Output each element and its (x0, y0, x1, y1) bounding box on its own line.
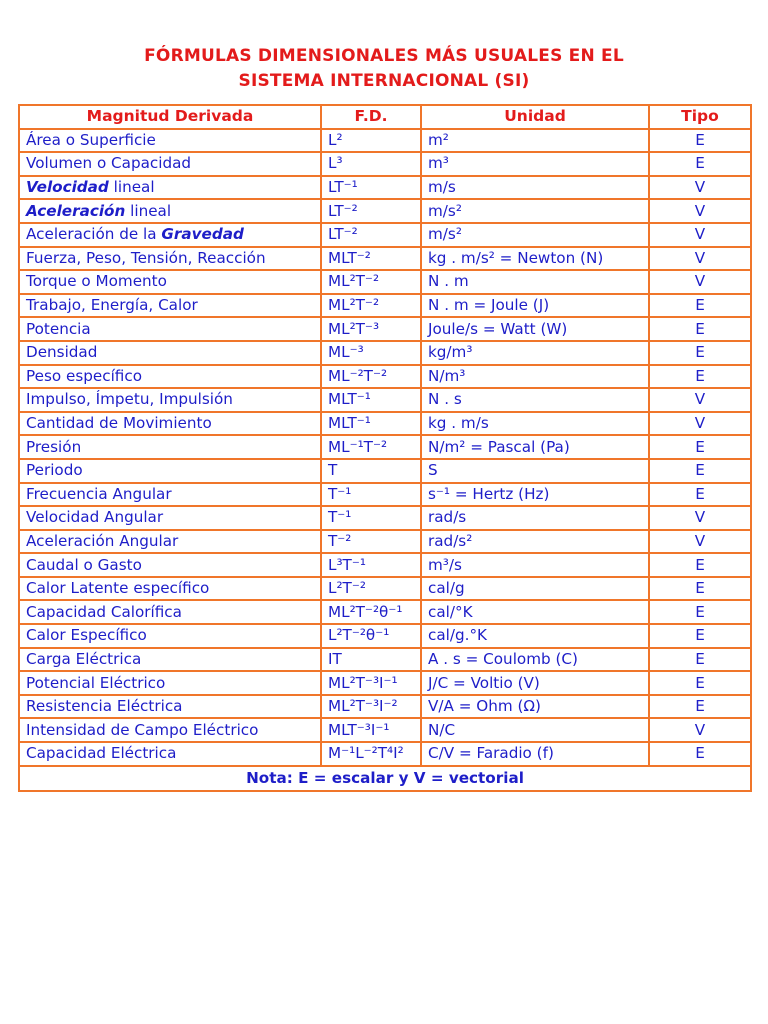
cell-fd: ML²T⁻³ (321, 317, 421, 341)
cell-unidad: N/m³ (421, 365, 649, 389)
table-row (19, 553, 751, 577)
table-row (19, 742, 751, 766)
cell-magnitud: Cantidad de Movimiento (19, 412, 321, 436)
cell-unidad: kg . m/s² = Newton (N) (421, 247, 649, 271)
header-tipo: Tipo (649, 105, 751, 129)
cell-tipo: V (649, 199, 751, 223)
cell-fd: M⁻¹L⁻²T⁴I² (321, 742, 421, 766)
cell-tipo: E (649, 317, 751, 341)
cell-fd: T⁻¹ (321, 483, 421, 507)
cell-unidad: N/m² = Pascal (Pa) (421, 435, 649, 459)
cell-fd: ML²T⁻³I⁻¹ (321, 671, 421, 695)
cell-unidad: m³ (421, 152, 649, 176)
cell-magnitud: Impulso, Ímpetu, Impulsión (19, 388, 321, 412)
cell-magnitud: Peso específico (19, 365, 321, 389)
cell-tipo: E (649, 152, 751, 176)
cell-tipo: V (649, 176, 751, 200)
cell-magnitud: Aceleración lineal (19, 199, 321, 223)
cell-fd: L³T⁻¹ (321, 553, 421, 577)
cell-magnitud: Intensidad de Campo Eléctrico (19, 718, 321, 742)
cell-fd: ML²T⁻³I⁻² (321, 695, 421, 719)
cell-unidad: cal/g.°K (421, 624, 649, 648)
table-row (19, 435, 751, 459)
table-row (19, 365, 751, 389)
cell-unidad: m³/s (421, 553, 649, 577)
cell-magnitud: Densidad (19, 341, 321, 365)
cell-fd: LT⁻² (321, 223, 421, 247)
cell-unidad: S (421, 459, 649, 483)
cell-magnitud: Calor Latente específico (19, 577, 321, 601)
cell-magnitud: Torque o Momento (19, 270, 321, 294)
cell-magnitud: Calor Específico (19, 624, 321, 648)
table-row (19, 341, 751, 365)
cell-fd: IT (321, 648, 421, 672)
cell-fd: T (321, 459, 421, 483)
cell-fd: MLT⁻¹ (321, 388, 421, 412)
cell-unidad: m² (421, 129, 649, 153)
table-row (19, 294, 751, 318)
cell-unidad: kg . m/s (421, 412, 649, 436)
cell-magnitud: Velocidad lineal (19, 176, 321, 200)
cell-tipo: V (649, 412, 751, 436)
table-row (19, 530, 751, 554)
cell-magnitud: Resistencia Eléctrica (19, 695, 321, 719)
cell-tipo: V (649, 223, 751, 247)
cell-magnitud: Caudal o Gasto (19, 553, 321, 577)
cell-magnitud: Potencia (19, 317, 321, 341)
cell-fd: ML²T⁻² (321, 270, 421, 294)
table-row (19, 624, 751, 648)
table-row (19, 247, 751, 271)
cell-tipo: V (649, 247, 751, 271)
document-title (0, 44, 768, 94)
cell-tipo: E (649, 742, 751, 766)
cell-unidad: rad/s (421, 506, 649, 530)
cell-tipo: E (649, 600, 751, 624)
cell-tipo: E (649, 341, 751, 365)
cell-magnitud: Periodo (19, 459, 321, 483)
cell-tipo: V (649, 718, 751, 742)
cell-tipo: E (649, 577, 751, 601)
table-row (19, 671, 751, 695)
table-row (19, 388, 751, 412)
table-row (19, 577, 751, 601)
cell-magnitud: Frecuencia Angular (19, 483, 321, 507)
cell-fd: ML²T⁻²θ⁻¹ (321, 600, 421, 624)
cell-unidad: V/A = Ohm (Ω) (421, 695, 649, 719)
cell-magnitud: Velocidad Angular (19, 506, 321, 530)
table-row (19, 600, 751, 624)
cell-unidad: N . s (421, 388, 649, 412)
cell-fd: ML⁻³ (321, 341, 421, 365)
cell-tipo: E (649, 294, 751, 318)
header-fd: F.D. (321, 105, 421, 129)
cell-unidad: kg/m³ (421, 341, 649, 365)
cell-magnitud: Capacidad Calorífica (19, 600, 321, 624)
cell-fd: MLT⁻¹ (321, 412, 421, 436)
table-row (19, 506, 751, 530)
table-row (19, 412, 751, 436)
header-row (19, 105, 751, 129)
cell-unidad: C/V = Faradio (f) (421, 742, 649, 766)
cell-magnitud: Aceleración Angular (19, 530, 321, 554)
cell-tipo: E (649, 365, 751, 389)
cell-unidad: rad/s² (421, 530, 649, 554)
cell-fd: LT⁻² (321, 199, 421, 223)
table-row (19, 199, 751, 223)
cell-fd: T⁻² (321, 530, 421, 554)
cell-fd: ML⁻¹T⁻² (321, 435, 421, 459)
table-row (19, 317, 751, 341)
cell-tipo: E (649, 435, 751, 459)
cell-fd: L³ (321, 152, 421, 176)
cell-unidad: A . s = Coulomb (C) (421, 648, 649, 672)
cell-tipo: V (649, 506, 751, 530)
cell-tipo: E (649, 553, 751, 577)
table-row (19, 152, 751, 176)
table-row (19, 695, 751, 719)
cell-fd: L²T⁻²θ⁻¹ (321, 624, 421, 648)
table-row (19, 648, 751, 672)
cell-fd: ML²T⁻² (321, 294, 421, 318)
table-row (19, 129, 751, 153)
formulas-table (18, 104, 752, 792)
table-row (19, 223, 751, 247)
cell-fd: L²T⁻² (321, 577, 421, 601)
cell-unidad: J/C = Voltio (V) (421, 671, 649, 695)
table-row (19, 176, 751, 200)
cell-magnitud: Volumen o Capacidad (19, 152, 321, 176)
cell-tipo: E (649, 459, 751, 483)
cell-tipo: E (649, 129, 751, 153)
cell-magnitud: Fuerza, Peso, Tensión, Reacción (19, 247, 321, 271)
cell-fd: MLT⁻³I⁻¹ (321, 718, 421, 742)
table-row (19, 718, 751, 742)
cell-magnitud: Potencial Eléctrico (19, 671, 321, 695)
cell-magnitud: Área o Superficie (19, 129, 321, 153)
cell-tipo: E (649, 671, 751, 695)
cell-unidad: m/s² (421, 223, 649, 247)
cell-unidad: N . m = Joule (J) (421, 294, 649, 318)
table-row (19, 459, 751, 483)
cell-tipo: V (649, 530, 751, 554)
cell-magnitud: Aceleración de la Gravedad (19, 223, 321, 247)
cell-unidad: cal/°K (421, 600, 649, 624)
cell-tipo: V (649, 388, 751, 412)
header-unidad: Unidad (421, 105, 649, 129)
cell-fd: ML⁻²T⁻² (321, 365, 421, 389)
cell-fd: MLT⁻² (321, 247, 421, 271)
cell-magnitud: Capacidad Eléctrica (19, 742, 321, 766)
cell-magnitud: Trabajo, Energía, Calor (19, 294, 321, 318)
note-row (19, 766, 751, 791)
cell-unidad: cal/g (421, 577, 649, 601)
cell-fd: L² (321, 129, 421, 153)
cell-magnitud: Presión (19, 435, 321, 459)
cell-fd: LT⁻¹ (321, 176, 421, 200)
title-line-2: SISTEMA INTERNACIONAL (SI) (238, 71, 530, 91)
table-row (19, 483, 751, 507)
cell-tipo: E (649, 483, 751, 507)
note-cell: Nota: E = escalar y V = vectorial (19, 766, 751, 791)
cell-unidad: m/s² (421, 199, 649, 223)
cell-magnitud: Carga Eléctrica (19, 648, 321, 672)
cell-fd: T⁻¹ (321, 506, 421, 530)
table-row (19, 270, 751, 294)
header-magnitud: Magnitud Derivada (19, 105, 321, 129)
cell-unidad: m/s (421, 176, 649, 200)
cell-unidad: s⁻¹ = Hertz (Hz) (421, 483, 649, 507)
cell-tipo: E (649, 695, 751, 719)
cell-tipo: E (649, 624, 751, 648)
cell-unidad: N . m (421, 270, 649, 294)
cell-unidad: N/C (421, 718, 649, 742)
cell-unidad: Joule/s = Watt (W) (421, 317, 649, 341)
title-line-1: FÓRMULAS DIMENSIONALES MÁS USUALES EN EL (144, 46, 624, 66)
cell-tipo: E (649, 648, 751, 672)
cell-tipo: V (649, 270, 751, 294)
